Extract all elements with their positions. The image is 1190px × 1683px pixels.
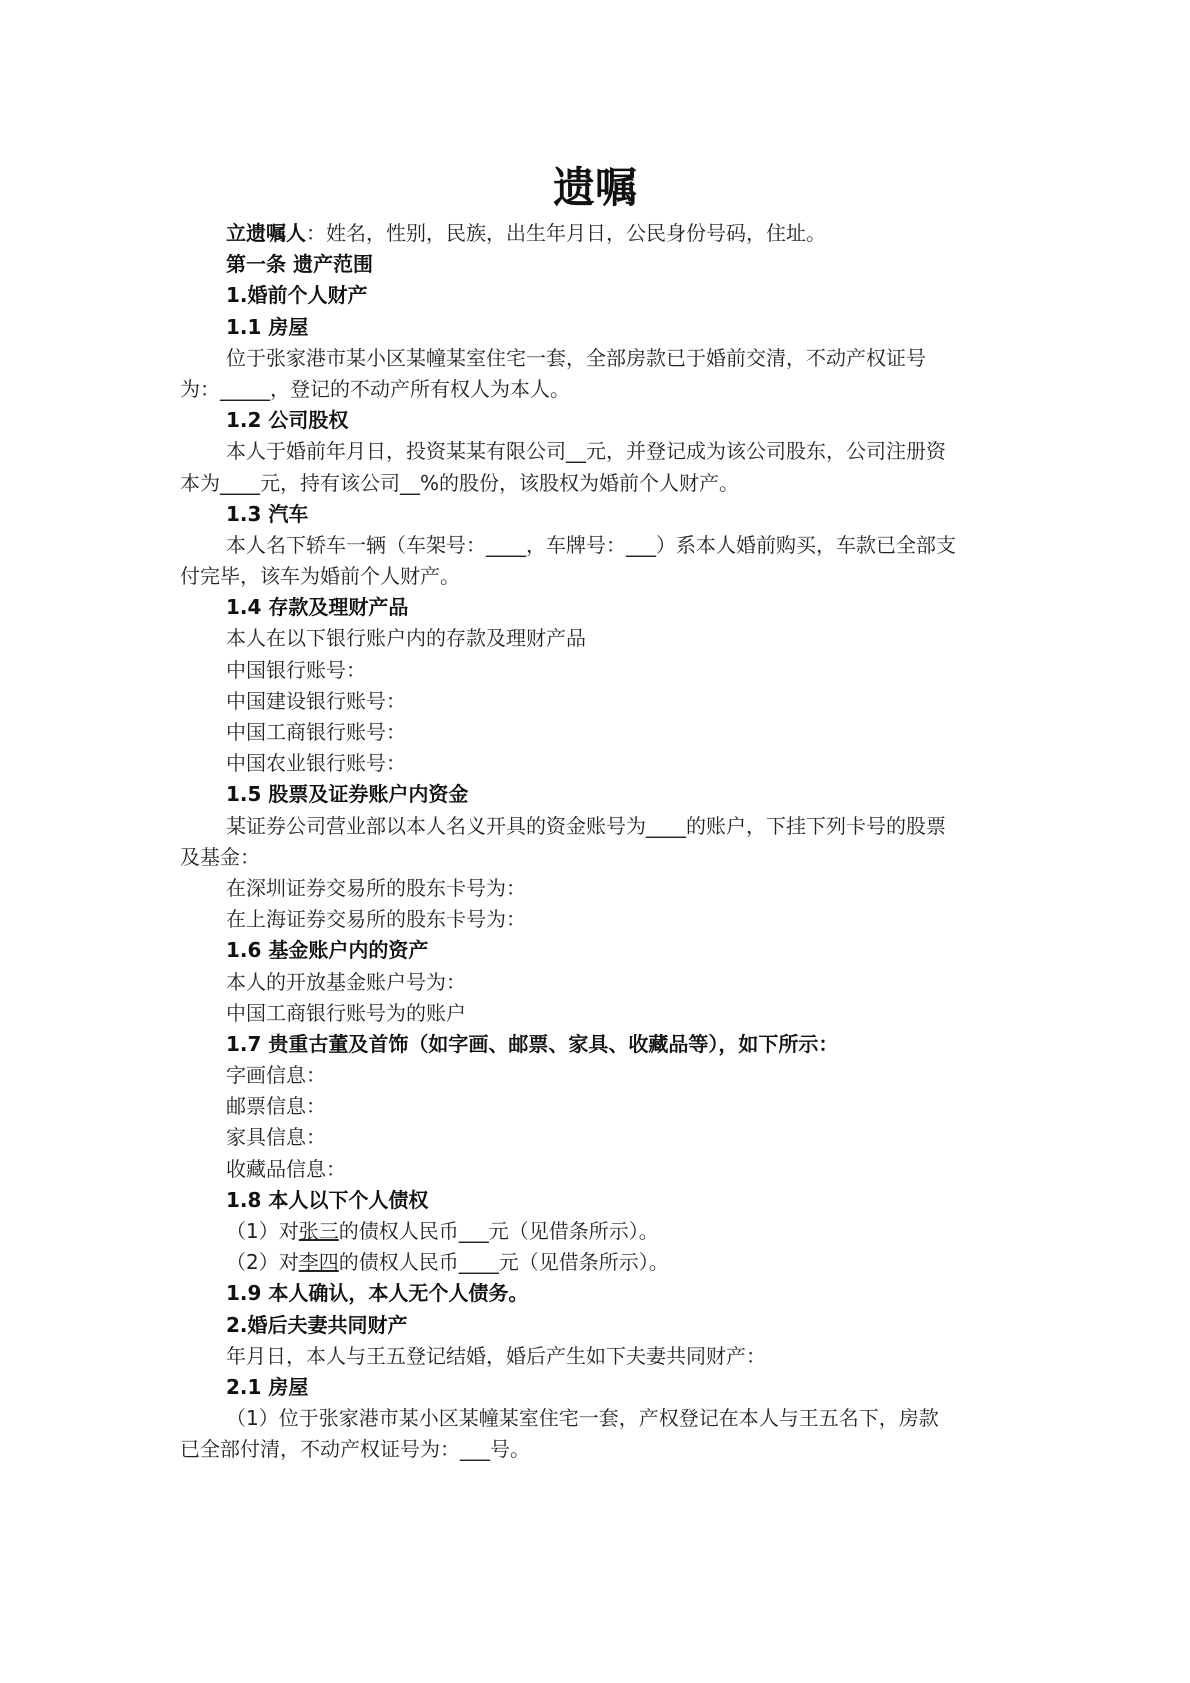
debtor-name: 李四 <box>298 1250 339 1275</box>
debt-detail: 的债权人民币___元（见借条所示）。 <box>338 1219 659 1243</box>
paragraph-line: 已全部付清，不动产权证号为：___号。 <box>180 1437 530 1462</box>
valuables-item-line: 收藏品信息： <box>226 1156 346 1181</box>
paragraph-line: 本人名下轿车一辆（车架号：____，车牌号：___）系本人婚前购买，车款已全部支 <box>226 532 956 557</box>
section-1-4-heading: 1.4 存款及理财产品 <box>226 595 409 620</box>
testator-line <box>180 218 1020 249</box>
bank-account-line: 中国农业银行账号： <box>226 751 406 776</box>
section-2-1-paragraph <box>180 1403 1020 1465</box>
paragraph-line: 本为____元，持有该公司__%的股份，该股权为婚前个人财产。 <box>180 470 740 495</box>
section-1-7-heading: 1.7 贵重古董及首饰（如字画、邮票、家具、收藏品等），如下所示： <box>226 1031 839 1056</box>
debt-prefix: （1）对 <box>226 1219 299 1243</box>
section-1-5-paragraph <box>180 811 1020 873</box>
debt-prefix: （2）对 <box>226 1250 299 1275</box>
paragraph-line: 本人于婚前年月日，投资某某有限公司__元，并登记成为该公司股东，公司注册资 <box>226 439 946 464</box>
paragraph-line: 为：_____，登记的不动产所有权人为本人。 <box>180 376 570 401</box>
bank-account-line: 中国银行账号： <box>226 657 366 682</box>
shareholder-card-line: 在上海证券交易所的股东卡号为： <box>226 907 526 932</box>
section-2-1-heading: 2.1 房屋 <box>226 1374 309 1399</box>
section-1-9-statement: 1.9 本人确认，本人无个人债务。 <box>226 1281 529 1306</box>
document-title: 遗嘱 <box>552 163 637 212</box>
section-1-1-paragraph <box>180 343 1020 405</box>
article-1-heading: 第一条 遗产范围 <box>226 252 373 277</box>
section-1-2-heading: 1.2 公司股权 <box>226 408 349 433</box>
paragraph-line: 某证券公司营业部以本人名义开具的资金账号为____的账户，下挂下列卡号的股票 <box>226 813 946 838</box>
section-1-4-intro: 本人在以下银行账户内的存款及理财产品 <box>226 626 586 651</box>
section-1-5-heading: 1.5 股票及证券账户内资金 <box>226 782 469 807</box>
section-1-heading: 1.婚前个人财产 <box>226 283 368 308</box>
debt-item-line <box>180 1247 1020 1278</box>
paragraph-line: 位于张家港市某小区某幢某室住宅一套，全部房款已于婚前交清，不动产权证号 <box>226 345 926 370</box>
paragraph-line: 及基金： <box>180 844 260 869</box>
section-1-3-heading: 1.3 汽车 <box>226 501 309 526</box>
paragraph-line: （1）位于张家港市某小区某幢某室住宅一套，产权登记在本人与王五名下，房款 <box>226 1406 939 1431</box>
section-1-8-heading: 1.8 本人以下个人债权 <box>226 1187 429 1212</box>
shareholder-card-line: 在深圳证券交易所的股东卡号为： <box>226 875 526 900</box>
valuables-item-line: 字画信息： <box>226 1063 326 1088</box>
section-1-1-heading: 1.1 房屋 <box>226 314 309 339</box>
section-1-2-paragraph <box>180 436 1020 498</box>
debtor-name: 张三 <box>298 1219 339 1243</box>
bank-account-line: 中国建设银行账号： <box>226 688 406 713</box>
document-body <box>180 218 1020 1466</box>
fund-account-line: 中国工商银行账号为的账户 <box>226 1000 466 1025</box>
section-2-intro: 年月日，本人与王五登记结婚，婚后产生如下夫妻共同财产： <box>226 1343 766 1368</box>
testator-text: ：姓名，性别，民族，出生年月日，公民身份号码，住址。 <box>306 221 826 245</box>
section-2-heading: 2.婚后夫妻共同财产 <box>226 1312 408 1337</box>
debt-detail: 的债权人民币____元（见借条所示）。 <box>338 1250 669 1275</box>
paragraph-line: 付完毕，该车为婚前个人财产。 <box>180 564 460 589</box>
debt-item-line <box>180 1216 1020 1247</box>
fund-account-line: 本人的开放基金账户号为： <box>226 969 466 994</box>
valuables-item-line: 邮票信息： <box>226 1094 326 1119</box>
bank-account-line: 中国工商银行账号： <box>226 720 406 744</box>
section-1-3-paragraph <box>180 530 1020 592</box>
section-1-6-heading: 1.6 基金账户内的资产 <box>226 938 429 963</box>
valuables-item-line: 家具信息： <box>226 1125 326 1150</box>
testator-label: 立遗嘱人 <box>226 221 306 245</box>
